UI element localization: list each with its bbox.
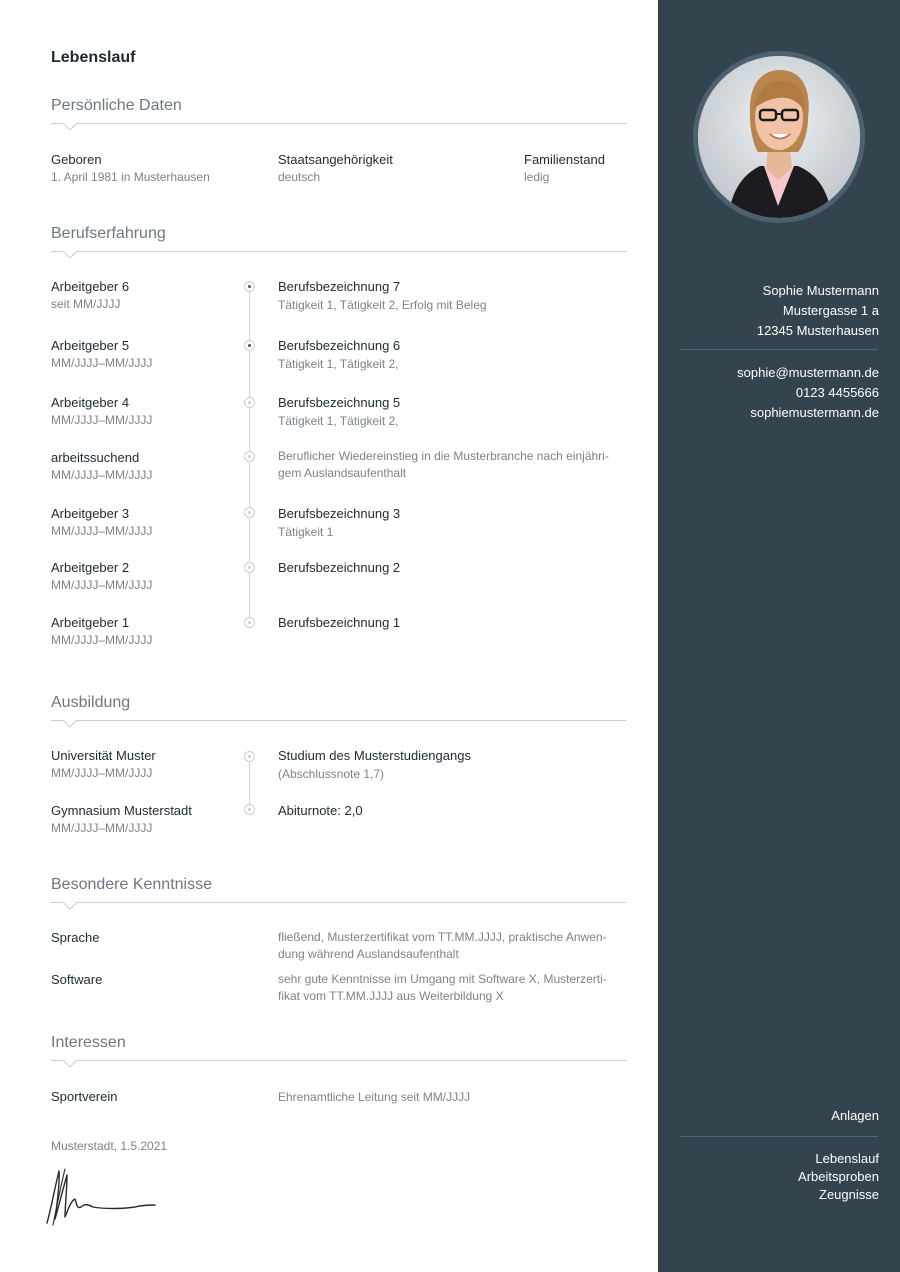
timeline-dot-icon (244, 507, 255, 518)
employer: Arbeitgeber 5 (51, 338, 130, 353)
contact-name: Sophie Mustermann (762, 283, 879, 298)
school: Universität Muster (51, 748, 156, 763)
contact-street: Mustergasse 1 a (782, 303, 879, 318)
employer: Arbeitgeber 6 (51, 279, 130, 294)
timeline-dot-icon (244, 562, 255, 573)
contact-phone: 0123 4455666 (795, 385, 879, 400)
section-title: Berufserfahrung (51, 225, 166, 242)
period: MM/JJJJ–MM/JJJJ (51, 356, 153, 370)
section-title: Besondere Kenntnisse (51, 876, 212, 893)
job-description: Beruflicher Wiedereinstieg in die Musterbranche nach einjähri-gem Auslandsaufenthalt (278, 449, 609, 480)
section-notch-icon (63, 1060, 77, 1068)
marital-field (524, 152, 605, 184)
timeline-dot-icon (244, 617, 255, 628)
period: MM/JJJJ–MM/JJJJ (51, 633, 153, 647)
sidebar-divider (680, 349, 878, 350)
job-title: Berufsbezeichnung 5 (278, 395, 401, 410)
contact-city: 12345 Musterhausen (756, 323, 879, 338)
sidebar-divider (680, 1136, 878, 1137)
signature-icon (43, 1165, 163, 1227)
portrait-image-icon (698, 56, 860, 218)
period: MM/JJJJ–MM/JJJJ (51, 468, 153, 482)
contact-email[interactable]: sophie@mustermann.de (737, 365, 879, 380)
document-title: Lebenslauf (51, 49, 136, 66)
employer: Arbeitgeber 3 (51, 506, 130, 521)
job-description: Tätigkeit 1, Tätigkeit 2, Erfolg mit Beleg (278, 298, 487, 312)
period: MM/JJJJ–MM/JJJJ (51, 578, 153, 592)
skill-label: Sprache (51, 930, 100, 945)
timeline-dot-icon (244, 804, 255, 815)
employer: arbeitssuchend (51, 450, 140, 465)
main-column (51, 0, 626, 1272)
nationality-label: Staatsangehörigkeit (278, 152, 393, 167)
job-title: Berufsbezeichnung 6 (278, 338, 401, 353)
sidebar (658, 0, 900, 1272)
section-title: Persönliche Daten (51, 97, 182, 114)
born-field (51, 152, 210, 184)
section-notch-icon (63, 720, 77, 728)
section-education (51, 694, 626, 712)
job-description: Tätigkeit 1, Tätigkeit 2, (278, 357, 399, 371)
interest-description: Ehrenamtliche Leitung seit MM/JJJJ (278, 1090, 471, 1104)
employer: Arbeitgeber 2 (51, 560, 130, 575)
degree-title: Studium des Musterstudiengangs (278, 748, 471, 763)
job-description: Tätigkeit 1, Tätigkeit 2, (278, 414, 399, 428)
attachment-item: Lebenslauf (815, 1151, 879, 1166)
section-rule (51, 251, 626, 252)
period: MM/JJJJ–MM/JJJJ (51, 821, 153, 835)
timeline-dot-icon (244, 340, 255, 351)
school: Gymnasium Musterstadt (51, 803, 192, 818)
employer: Arbeitgeber 4 (51, 395, 130, 410)
nationality-field (278, 152, 393, 184)
skill-label: Software (51, 972, 103, 987)
timeline-dot-icon (244, 397, 255, 408)
education-timeline-line (249, 756, 250, 810)
attachment-item: Zeugnisse (819, 1187, 879, 1202)
profile-photo-frame (693, 51, 865, 223)
timeline-dot-icon (244, 751, 255, 762)
profile-photo (698, 56, 860, 218)
marital-label: Familienstand (524, 152, 605, 167)
born-value: 1. April 1981 in Musterhausen (51, 170, 210, 184)
job-title: Berufsbezeichnung 1 (278, 615, 401, 630)
section-skills (51, 876, 626, 894)
degree-title: Abiturnote: 2,0 (278, 803, 363, 818)
attachments-heading: Anlagen (831, 1108, 879, 1123)
attachments-list (798, 1150, 879, 1204)
section-notch-icon (63, 902, 77, 910)
job-title: Berufsbezeichnung 3 (278, 506, 401, 521)
period: MM/JJJJ–MM/JJJJ (51, 766, 153, 780)
contact-online (737, 363, 879, 423)
attachment-item: Arbeitsproben (798, 1169, 879, 1184)
job-title: Berufsbezeichnung 2 (278, 560, 401, 575)
born-label: Geboren (51, 152, 102, 167)
section-title: Interessen (51, 1034, 126, 1051)
skill-description: sehr gute Kenntnisse im Umgang mit Software X, Musterzerti-fikat vom TT.MM.JJJJ aus Weiterbildung X (278, 972, 607, 1003)
section-rule (51, 1060, 626, 1061)
skill-description: fließend, Musterzertifikat vom TT.MM.JJJJ, praktische Anwen-dung während Auslandsaufenthalt (278, 930, 607, 961)
degree-note: (Abschlussnote 1,7) (278, 767, 385, 781)
timeline-dot-icon (244, 281, 255, 292)
contact-address (757, 281, 879, 341)
section-personal (51, 97, 626, 115)
period: seit MM/JJJJ (51, 297, 121, 311)
contact-website[interactable]: sophiemustermann.de (750, 405, 879, 420)
interest-label: Sportverein (51, 1089, 118, 1104)
job-description: Tätigkeit 1 (278, 525, 334, 539)
period: MM/JJJJ–MM/JJJJ (51, 413, 153, 427)
section-rule (51, 720, 626, 721)
period: MM/JJJJ–MM/JJJJ (51, 524, 153, 538)
section-rule (51, 902, 626, 903)
section-experience (51, 225, 626, 243)
nationality-value: deutsch (278, 170, 321, 184)
section-rule (51, 123, 626, 124)
section-interests (51, 1034, 626, 1052)
place-date: Musterstadt, 1.5.2021 (51, 1139, 168, 1153)
section-notch-icon (63, 251, 77, 259)
section-title: Ausbildung (51, 694, 131, 711)
section-notch-icon (63, 123, 77, 131)
employer: Arbeitgeber 1 (51, 615, 130, 630)
timeline-dot-icon (244, 451, 255, 462)
marital-value: ledig (524, 170, 550, 184)
job-title: Berufsbezeichnung 7 (278, 279, 401, 294)
